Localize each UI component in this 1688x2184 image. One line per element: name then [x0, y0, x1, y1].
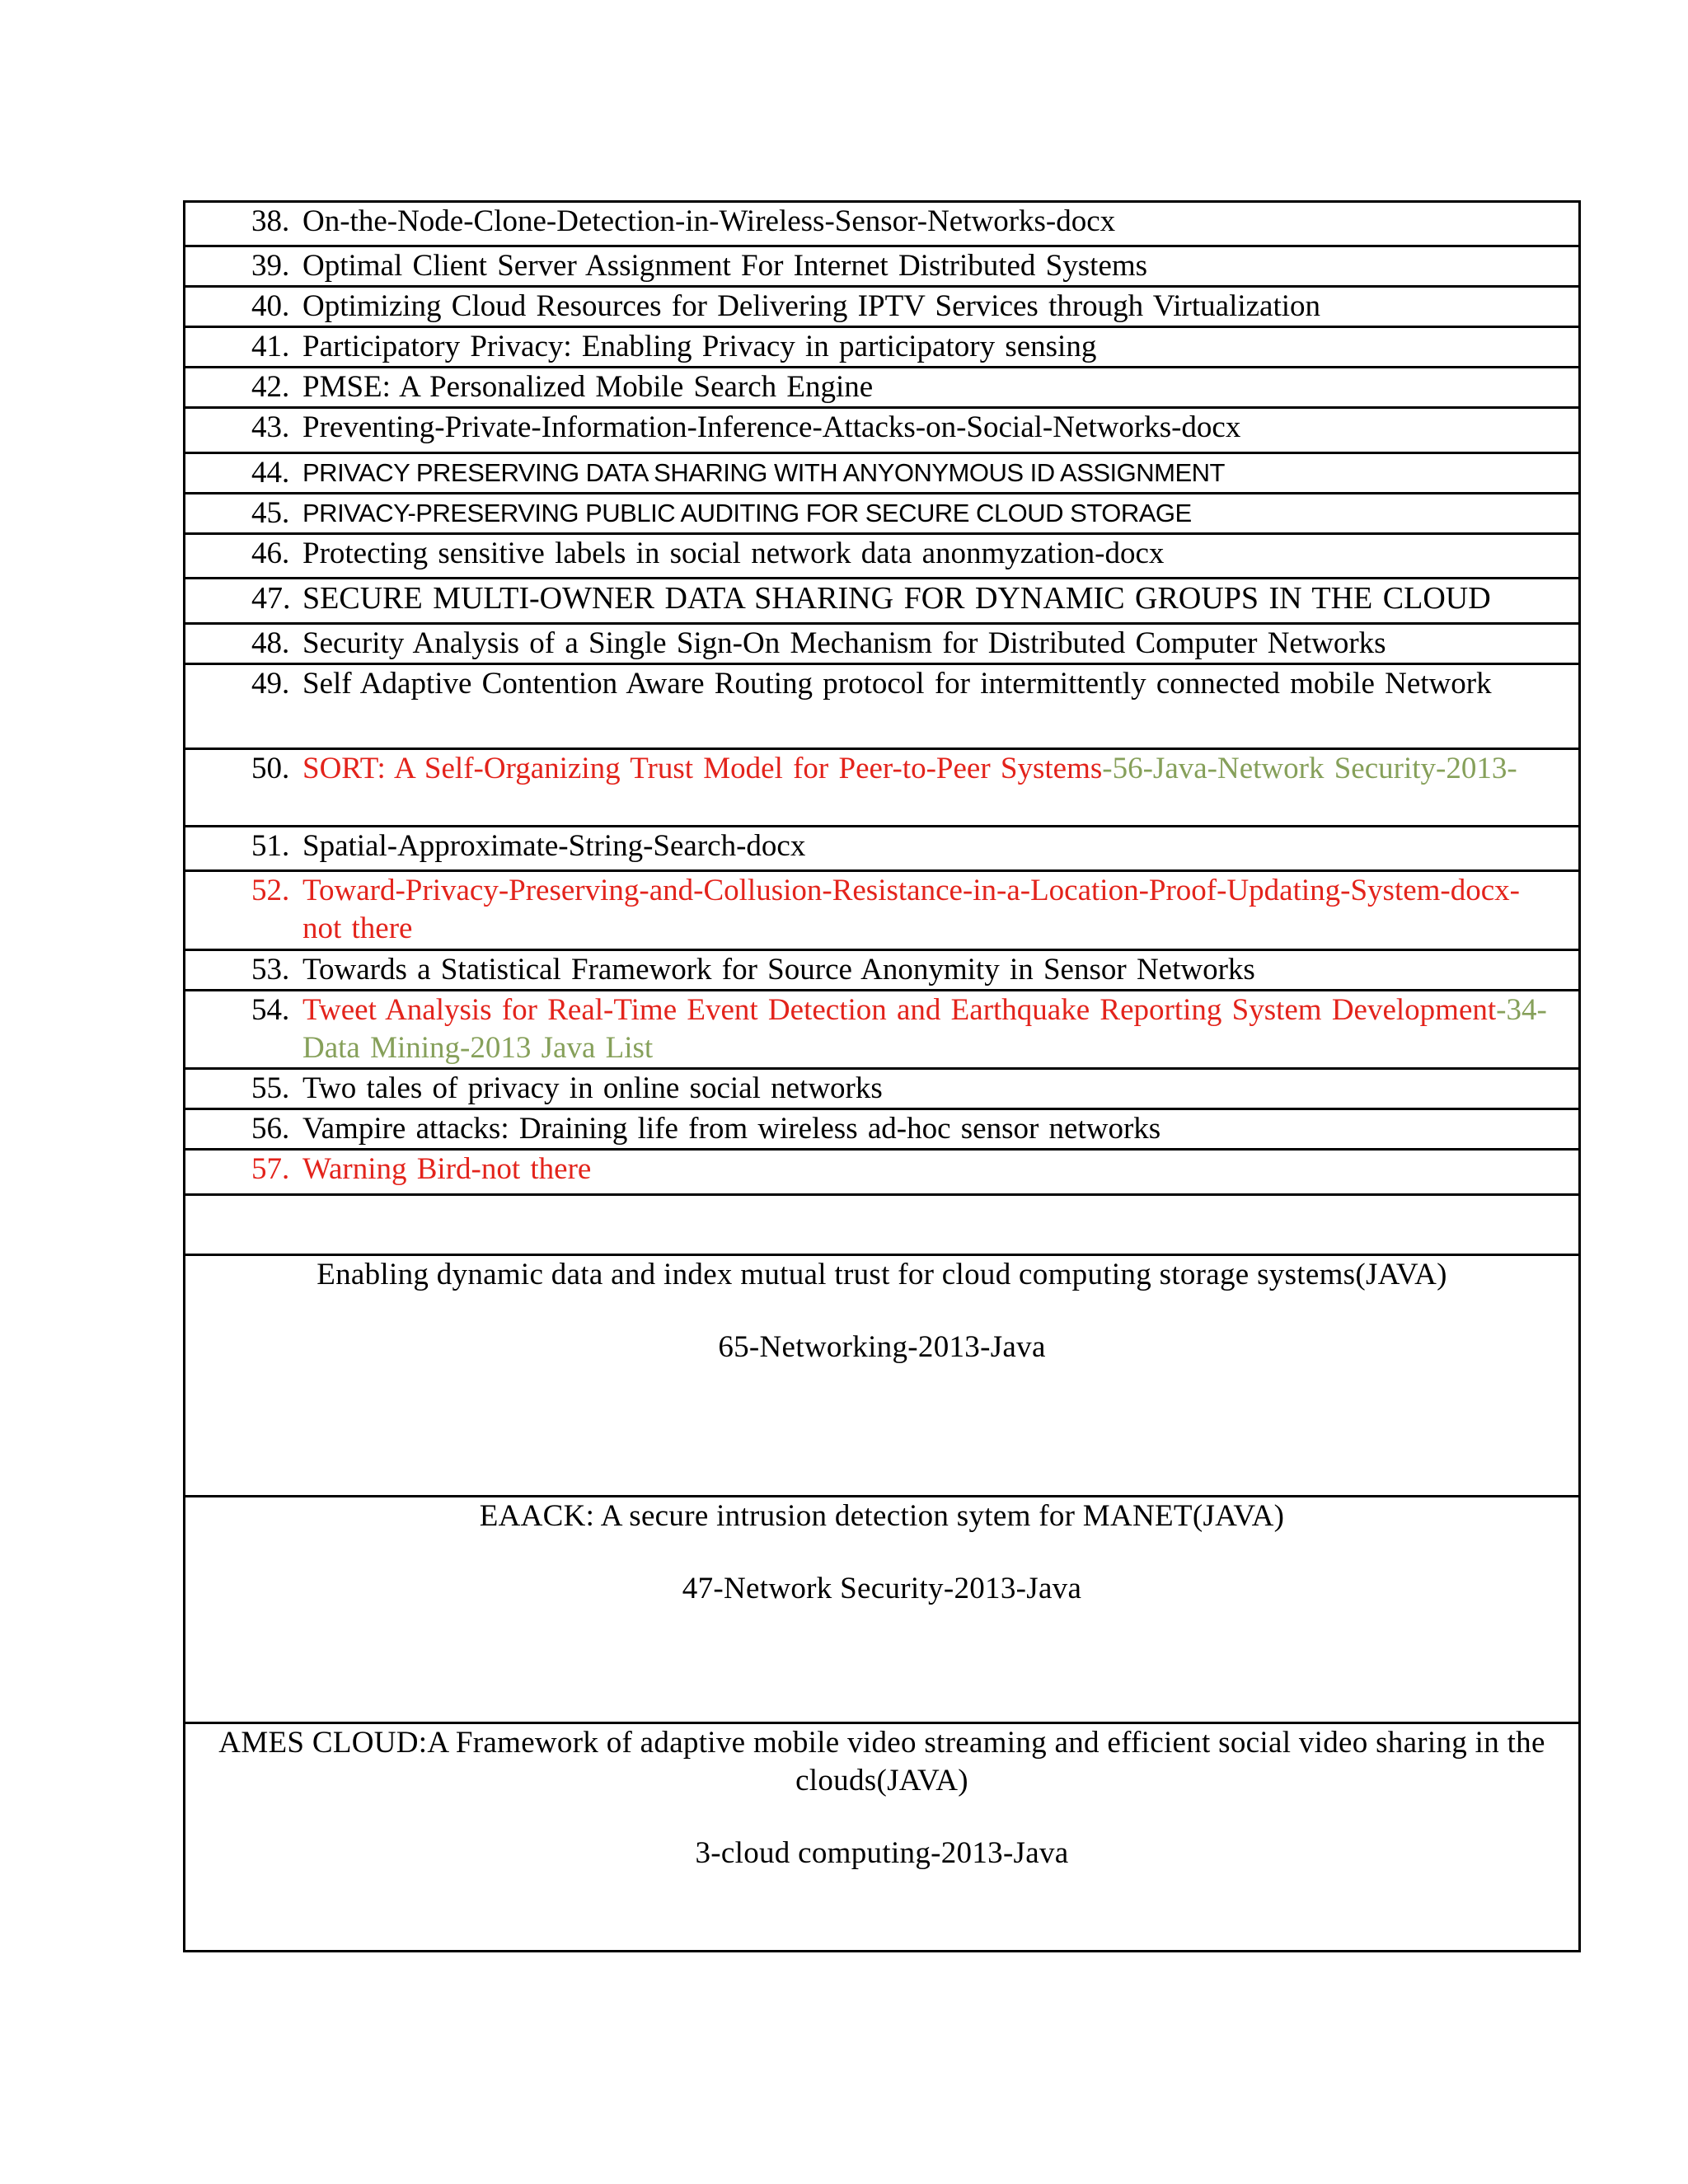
project-cell	[185, 1497, 1580, 1723]
table-row	[185, 1723, 1580, 1952]
table-row	[185, 408, 1580, 453]
table-row	[185, 1255, 1580, 1497]
item-note: -34-Data Mining-2013 Java List	[302, 993, 1547, 1065]
item-note: -56-Java-Network Security-2013-	[1102, 752, 1517, 785]
list-item	[185, 368, 1578, 406]
item-title	[302, 750, 1554, 788]
table-row	[185, 579, 1580, 624]
list-item	[185, 247, 1578, 285]
table-row	[185, 368, 1580, 408]
list-item	[185, 328, 1578, 366]
item-title: Optimizing Cloud Resources for Delivering IPTV Services through Virtualization	[302, 289, 1321, 323]
list-item	[185, 750, 1578, 788]
list-item	[185, 872, 1578, 948]
item-number: 41.	[251, 330, 290, 363]
table-row	[185, 1497, 1580, 1723]
empty-cell	[185, 1195, 1580, 1255]
project-code: 3-cloud computing-2013-Java	[695, 1836, 1069, 1870]
item-title: On-the-Node-Clone-Detection-in-Wireless-Sensor-Networks-docx	[302, 204, 1116, 238]
item-number: 51.	[251, 829, 290, 863]
project-code: 47-Network Security-2013-Java	[682, 1572, 1082, 1605]
item-number: 52.	[251, 874, 290, 907]
list-item	[185, 454, 1578, 492]
project-list-table	[183, 200, 1581, 1952]
item-number: 57.	[251, 1152, 290, 1186]
table-row	[185, 453, 1580, 494]
item-title: Vampire attacks: Draining life from wireless ad-hoc sensor networks	[302, 1112, 1161, 1146]
list-item	[185, 1110, 1578, 1148]
item-title: Participatory Privacy: Enabling Privacy in participatory sensing	[302, 330, 1097, 363]
item-title	[302, 991, 1554, 1067]
project-code: 65-Networking-2013-Java	[718, 1330, 1046, 1364]
list-item	[185, 1151, 1578, 1188]
list-item	[185, 288, 1578, 326]
item-number: 55.	[251, 1071, 290, 1105]
item-number: 42.	[251, 370, 290, 404]
item-number: 43.	[251, 410, 290, 444]
table-row	[185, 287, 1580, 327]
table-row	[185, 991, 1580, 1069]
table-row	[185, 827, 1580, 871]
item-number: 53.	[251, 953, 290, 987]
table-row	[185, 624, 1580, 664]
item-number: 48.	[251, 626, 290, 660]
list-item	[185, 827, 1578, 865]
item-number: 38.	[251, 204, 290, 238]
table-row	[185, 1069, 1580, 1109]
table-row	[185, 664, 1580, 749]
item-title-highlight: Tweet Analysis for Real-Time Event Detection and Earthquake Reporting System Development	[302, 993, 1497, 1027]
list-item	[185, 665, 1578, 703]
item-title: SECURE MULTI-OWNER DATA SHARING FOR DYNAMIC GROUPS IN THE CLOUD	[302, 581, 1491, 616]
item-title: Spatial-Approximate-String-Search-docx	[302, 829, 806, 863]
item-title: PMSE: A Personalized Mobile Search Engine	[302, 370, 874, 404]
table-row	[185, 871, 1580, 950]
item-title: Self Adaptive Contention Aware Routing protocol for intermittently connected mobile Network	[302, 667, 1492, 701]
item-number: 40.	[251, 289, 290, 323]
list-item	[185, 579, 1578, 617]
item-number: 46.	[251, 537, 290, 570]
project-title: EAACK: A secure intrusion detection sytem for MANET(JAVA)	[479, 1499, 1285, 1533]
project-title: AMES CLOUD:A Framework of adaptive mobile video streaming and efficient social video sharing in the clouds(JAVA)	[218, 1726, 1545, 1797]
list-item	[185, 1070, 1578, 1108]
list-item	[185, 535, 1578, 573]
item-number: 50.	[251, 752, 290, 785]
table-row	[185, 1150, 1580, 1195]
item-number: 45.	[251, 496, 290, 530]
list-item	[185, 951, 1578, 989]
item-number: 44.	[251, 456, 290, 490]
project-cell	[185, 1255, 1580, 1497]
table-row	[185, 1109, 1580, 1150]
item-title: Two tales of privacy in online social networks	[302, 1071, 883, 1105]
table-row	[185, 534, 1580, 579]
list-item	[185, 494, 1578, 532]
item-title: Optimal Client Server Assignment For Internet Distributed Systems	[302, 249, 1148, 283]
table-row	[185, 1195, 1580, 1255]
project-title: Enabling dynamic data and index mutual trust for cloud computing storage systems(JAVA)	[316, 1258, 1447, 1291]
item-title: Towards a Statistical Framework for Source Anonymity in Sensor Networks	[302, 953, 1255, 987]
project-cell	[185, 1723, 1580, 1952]
item-number: 47.	[251, 581, 291, 616]
item-number: 56.	[251, 1112, 290, 1146]
item-number: 49.	[251, 667, 290, 701]
table-row	[185, 327, 1580, 368]
list-item	[185, 409, 1578, 447]
item-title-highlight: Warning Bird-not there	[302, 1152, 592, 1186]
item-title: PRIVACY-PRESERVING PUBLIC AUDITING FOR SECURE CLOUD STORAGE	[302, 499, 1192, 527]
item-title-highlight: SORT: A Self-Organizing Trust Model for Peer-to-Peer Systems	[302, 752, 1103, 785]
list-item	[185, 625, 1578, 663]
list-item	[185, 991, 1578, 1067]
table-row	[185, 950, 1580, 991]
item-number: 54.	[251, 993, 290, 1027]
item-title: Preventing-Private-Information-Inference-Attacks-on-Social-Networks-docx	[302, 410, 1241, 444]
item-title: PRIVACY PRESERVING DATA SHARING WITH ANYONYMOUS ID ASSIGNMENT	[302, 458, 1225, 487]
list-item	[185, 203, 1578, 241]
item-title-highlight: Toward-Privacy-Preserving-and-Collusion-Resistance-in-a-Location-Proof-Updating-System-docx-not there	[302, 874, 1521, 945]
table-row	[185, 749, 1580, 827]
item-title: Security Analysis of a Single Sign-On Mechanism for Distributed Computer Networks	[302, 626, 1386, 660]
table-row	[185, 246, 1580, 287]
item-number: 39.	[251, 249, 290, 283]
item-title: Protecting sensitive labels in social network data anonmyzation-docx	[302, 537, 1165, 570]
table-row	[185, 202, 1580, 246]
table-row	[185, 494, 1580, 534]
